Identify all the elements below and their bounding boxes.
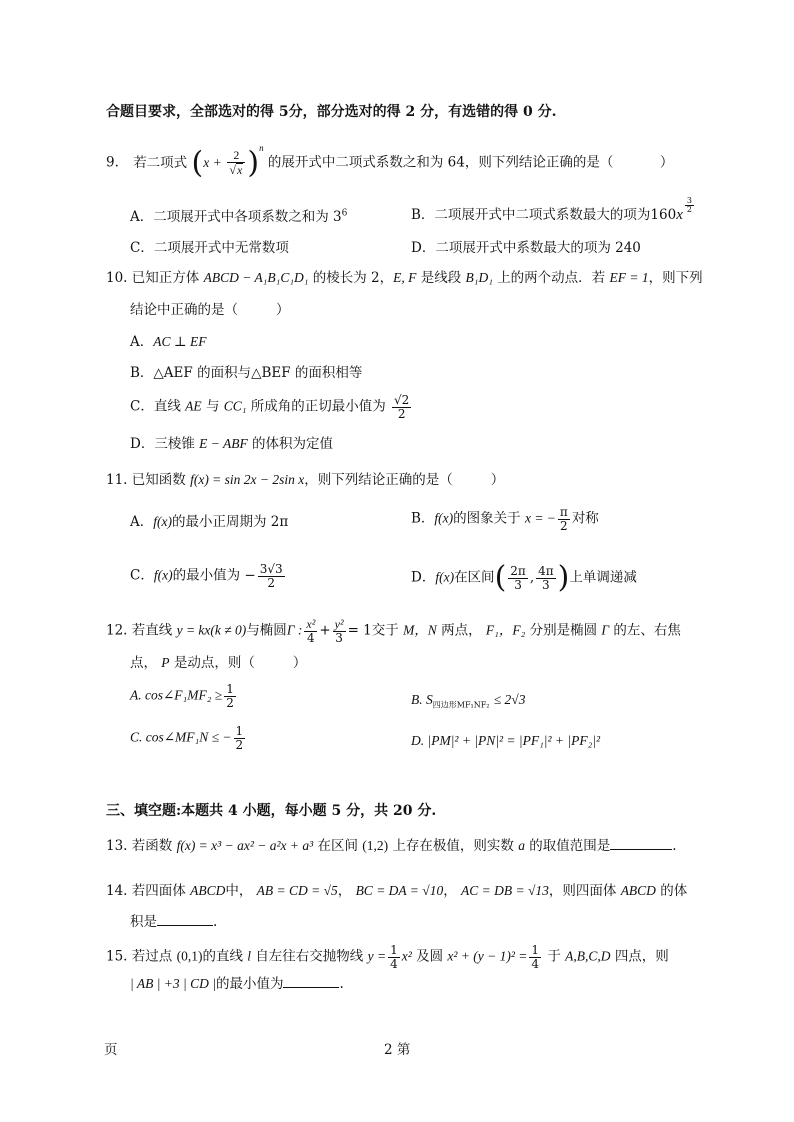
q11-option-b: B．f(x)的图象关于 x = − $\frac{\pi}{2}$ 对称 bbox=[411, 505, 599, 533]
q10-option-a: A．AC ⊥ EF bbox=[130, 334, 207, 350]
q11-option-a: A．f(x)的最小正周期为 2π bbox=[130, 514, 289, 530]
q13-answer-blank[interactable] bbox=[610, 837, 672, 850]
footer-page-number: 2 第 bbox=[384, 1042, 411, 1058]
section-instruction: 合题目要求，全部选对的得 5分，部分选对的得 2 分，有选错的得 0 分. bbox=[106, 104, 557, 120]
question-10: 10. 已知正方体 ABCD − A₁B₁C₁D₁ 的棱长为 2，E, F 是线段 B₁D₁ 上的两个动点．若 EF = 1，则下列 bbox=[106, 270, 703, 286]
section-3-heading: 三、填空题:本题共 4 小题，每小题 5 分，共 20 分. bbox=[106, 803, 437, 819]
question-9: 9. 若二项式 (x + $\frac{2}{√x}$ )$^n$ 的展开式中二项式系数之和为 64，则下列结论正确的是（ ） bbox=[106, 143, 674, 180]
question-14: 14. 若四面体 ABCD中， AB = CD = √5， BC = DA = √10， AC = DB = √13，则四面体 ABCD 的体 bbox=[106, 883, 688, 899]
q14-line2: 积是 . bbox=[130, 914, 218, 930]
question-13: 13. 若函数 f(x) = x³ − ax² − a²x + a³ 在区间 (1,2) 上存在极值，则实数 a 的取值范围是 . bbox=[106, 838, 677, 854]
q9-number: 9. bbox=[106, 154, 119, 171]
q9-binomial: (x + $\frac{2}{√x}$ )$^n$ bbox=[191, 143, 264, 180]
q10-option-d: D．三棱锥 E − ABF 的体积为定值 bbox=[130, 436, 334, 452]
q10-stem-line2: 结论中正确的是（ ） bbox=[130, 302, 290, 318]
q12-option-d: D. |PM|² + |PN|² = |PF₁|² + |PF₂|² bbox=[411, 733, 601, 748]
q9-option-b: B．二项展开式中二项式系数最大的项为160x $\frac{3}{2}$ bbox=[411, 195, 692, 223]
q9-option-d: D．二项展开式中系数最大的项为 240 bbox=[411, 240, 641, 256]
q11-option-d: D．f(x)在区间( $\frac{2\pi}{3}$ , $\frac{4\pi}{3}$ )上单调递减 bbox=[411, 560, 637, 595]
q9-option-c: C．二项展开式中无常数项 bbox=[130, 240, 289, 256]
question-15: 15. 若过点 (0,1)的直线 l 自左往右交抛物线 y = $\frac{1}{4}$ x² 及圆 x² + (y − 1)² = $\frac{1}{4}$ 于 A,B,C,D 四点，则 bbox=[106, 943, 669, 971]
q10-option-b: B．△AEF 的面积与△BEF 的面积相等 bbox=[130, 365, 363, 381]
q10-option-c: C．直线 AE 与 CC₁ 所成角的正切最小值为 $\frac{√2}{2}$ bbox=[130, 393, 410, 421]
q12-option-c: C. cos∠MF₁N ≤ − $\frac{1}{2}$ bbox=[130, 724, 244, 752]
q14-answer-blank[interactable] bbox=[157, 913, 213, 926]
q9-option-a: A．二项展开式中各项系数之和为 $3^6$ bbox=[130, 208, 348, 225]
q12-stem-line2: 点， P 是动点，则（ ） bbox=[130, 655, 307, 671]
q9-stem-pre: 若二项式 bbox=[133, 154, 188, 171]
q12-option-a: A. cos∠F₁MF₂ ≥ $\frac{1}{2}$ bbox=[130, 682, 234, 710]
q12-option-b: B. $S_{四边形MF_1NF_2} \le 2√3$ bbox=[411, 692, 526, 710]
q11-option-c: C．f(x)的最小值为 − $\frac{3√3}{2}$ bbox=[130, 562, 283, 590]
q9-stem-post: 的展开式中二项式系数之和为 64，则下列结论正确的是（ bbox=[267, 154, 614, 171]
q15-line2: | AB | +3 | CD |的最小值为 . bbox=[130, 976, 344, 992]
q15-answer-blank[interactable] bbox=[283, 975, 339, 988]
footer-page-label: 页 bbox=[104, 1042, 118, 1058]
question-11: 11. 已知函数 f(x) = sin 2x − 2sin x，则下列结论正确的是（ ） bbox=[106, 472, 505, 488]
question-12: 12. 若直线 y = kx(k ≠ 0)与椭圆Γ : $\frac{\text{x²}}{4}$ + $\frac{\text{y²}}{3}$ = 1交于 M，N 两点， F₁，F₂ 分别是椭圆 Γ 的左、右焦 bbox=[106, 617, 681, 645]
